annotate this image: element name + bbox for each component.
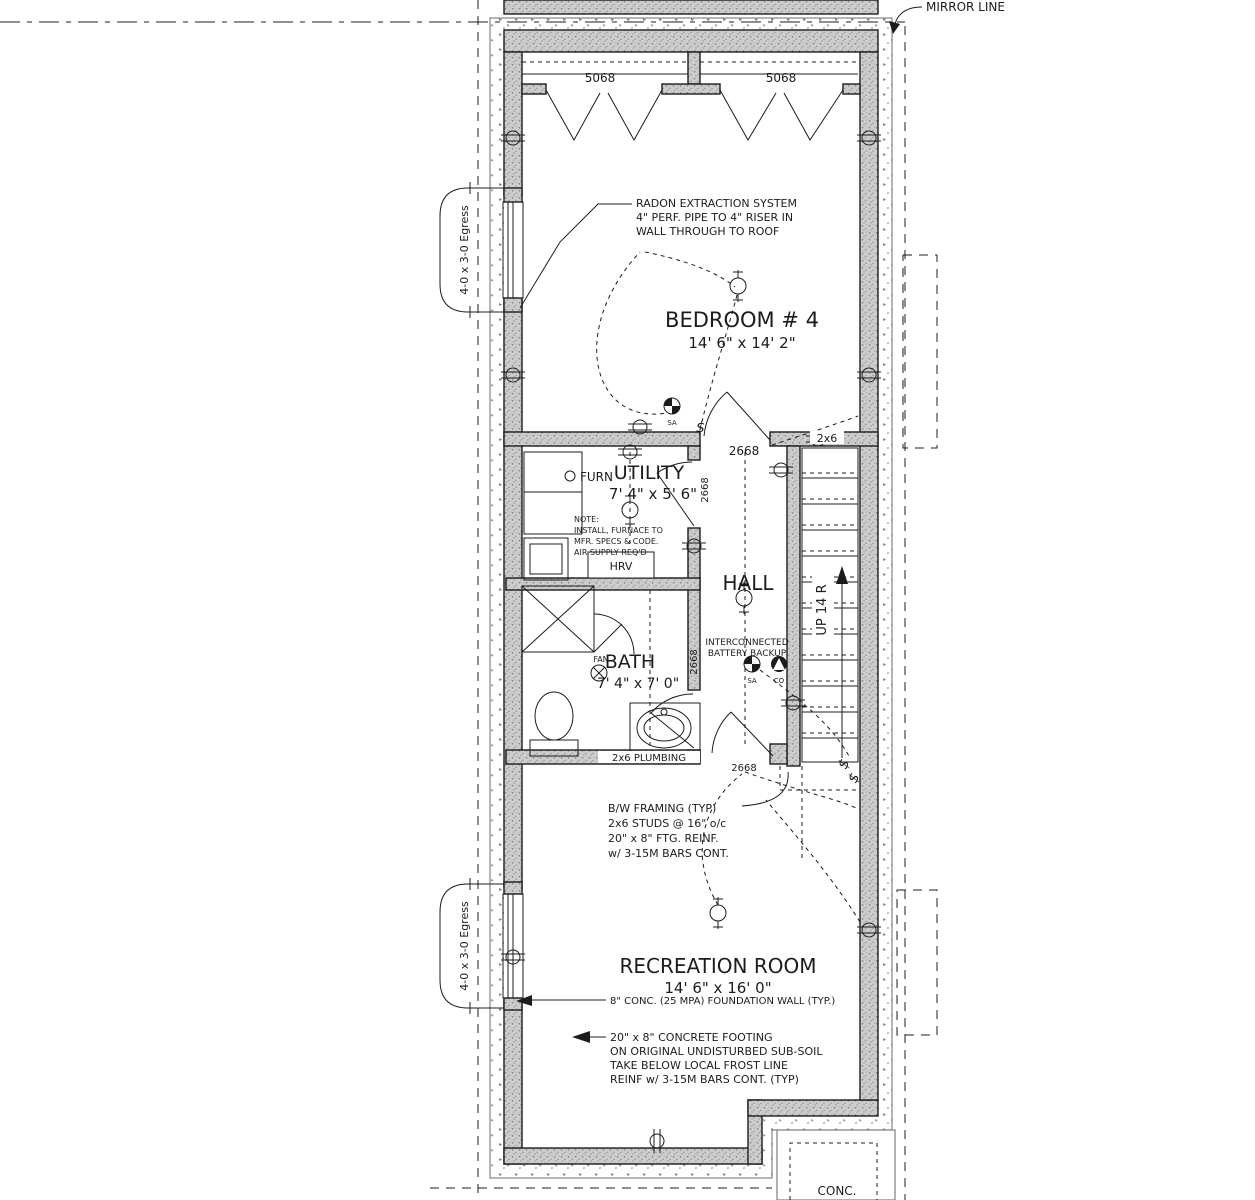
hall-door-jamb [770,744,787,764]
utility-door-size: 2668 [700,477,711,503]
recroom-name: RECREATION ROOM [619,954,817,978]
closet-door-size-left: 5068 [584,71,616,85]
utility-name: UTILITY [613,462,685,484]
left-foundation-wall [504,300,522,888]
smoke-alarm-icon [744,656,760,685]
bath-dims: 7' 4" x 7' 0" [596,676,680,692]
svg-text:SA: SA [667,419,677,427]
furnace-note [574,515,663,557]
closet-door-size-right: 5068 [765,71,797,85]
closet-stub-right [843,84,860,94]
stair-left-wall [787,446,800,766]
vanity-sink [630,703,700,753]
svg-text:AIR SUPPLY REQ'D: AIR SUPPLY REQ'D [574,548,647,557]
hrv-label: HRV [609,560,633,573]
concrete-pad [777,1130,895,1200]
svg-text:20" x 8" CONCRETE FOOTING: 20" x 8" CONCRETE FOOTING [610,1031,773,1044]
utility-wall-stub [688,446,700,460]
deck-outline-upper [903,255,937,448]
alarm-note-line2: BATTERY BACKUP [707,649,787,659]
furnace-label: FURN [580,470,613,484]
svg-text:INSTALL, FURNACE TO: INSTALL, FURNACE TO [574,526,663,535]
hall-door [712,712,773,774]
svg-text:CO: CO [773,677,785,685]
bifold-door-right [720,90,843,140]
framing-note [608,772,788,860]
ceiling-light-icon [730,270,746,302]
svg-text:4" PERF. PIPE TO 4" RISER IN: 4" PERF. PIPE TO 4" RISER IN [636,211,794,224]
foundation-note [516,995,835,1007]
shower [522,586,634,654]
svg-text:2x6 STUDS @ 16" o/c: 2x6 STUDS @ 16" o/c [608,817,727,830]
right-foundation-wall [860,52,878,1100]
alarm-note-line1: INTERCONNECTED [705,638,789,648]
footing-note [572,1031,823,1086]
svg-text:20" x 8" FTG. REINF.: 20" x 8" FTG. REINF. [608,832,719,845]
egress-window-label: 4-0 x 3-0 Egress [458,901,471,991]
mirror-line-label: MIRROR LINE [926,0,1005,14]
bath-door [651,649,700,748]
stud-wall-label: 2x6 [816,432,838,445]
bedroom-name: BEDROOM # 4 [665,308,819,332]
adjacent-unit-wall [504,0,878,14]
svg-text:SA: SA [747,677,757,685]
bath-door-size: 2668 [689,649,700,675]
bottom-foundation-wall [504,1148,762,1164]
svg-text:NOTE:: NOTE: [574,515,599,524]
plumbing-wall-label: 2x6 PLUMBING [612,753,686,764]
bath-name: BATH [604,651,656,673]
left-foundation-wall [504,1000,522,1164]
svg-text:8" CONC. (25 MPA) FOUNDATION W: 8" CONC. (25 MPA) FOUNDATION WALL (TYP.) [610,996,836,1007]
closet-pier [662,84,720,94]
hall-name: HALL [722,571,774,595]
svg-text:RADON EXTRACTION SYSTEM: RADON EXTRACTION SYSTEM [636,197,797,210]
stair-up-arrow [836,566,848,584]
svg-text:MFR. SPECS & CODE.: MFR. SPECS & CODE. [574,537,659,546]
radon-note [520,197,797,308]
svg-text:B/W FRAMING (TYP): B/W FRAMING (TYP) [608,802,717,815]
closet-divider-wall [688,52,700,84]
deck-outline-lower [897,890,937,1035]
bedroom-door [704,392,770,458]
conc-pad-label: CONC. [817,1184,857,1198]
bedroom-door-size: 2668 [728,444,760,458]
svg-text:TAKE BELOW LOCAL FROST LINE: TAKE BELOW LOCAL FROST LINE [610,1059,788,1072]
stair-direction-label: UP 14 R [815,584,830,636]
utility-dims: 7' 4" x 5' 6" [608,485,698,503]
bifold-door-left [546,90,662,140]
top-foundation-wall [504,30,878,52]
switch-icon: $ [845,770,864,786]
closet-stub-left [522,84,546,94]
svg-text:REINF w/ 3-15M BARS CONT. (TYP: REINF w/ 3-15M BARS CONT. (TYP) [610,1073,799,1086]
bedroom-partition-wall [504,432,700,446]
bedroom-egress-window [440,182,523,318]
switch-icon: $ [835,756,854,772]
ceiling-light-icon [710,897,726,929]
recroom-dims: 14' 6" x 16' 0" [664,979,772,997]
fan-label: FAN [593,655,609,664]
egress-window-label: 4-0 x 3-0 Egress [458,205,471,295]
left-foundation-wall [504,52,522,195]
mirror-line-note [889,0,1005,34]
svg-text:WALL THROUGH TO ROOF: WALL THROUGH TO ROOF [636,225,780,238]
bottom-right-foundation-wall [748,1100,878,1116]
svg-text:w/ 3-15M BARS CONT.: w/ 3-15M BARS CONT. [608,847,729,860]
switch-icon: $ [696,420,705,436]
smoke-alarm-icon [664,398,680,427]
toilet [530,692,578,756]
recroom-egress-window [440,878,523,1014]
bedroom-dims: 14' 6" x 14' 2" [688,334,796,352]
notes [516,0,1005,1086]
svg-text:ON ORIGINAL UNDISTURBED SUB-SO: ON ORIGINAL UNDISTURBED SUB-SOIL [610,1045,823,1058]
co-alarm-icon [771,656,787,685]
hall-door-size: 2668 [731,763,757,774]
